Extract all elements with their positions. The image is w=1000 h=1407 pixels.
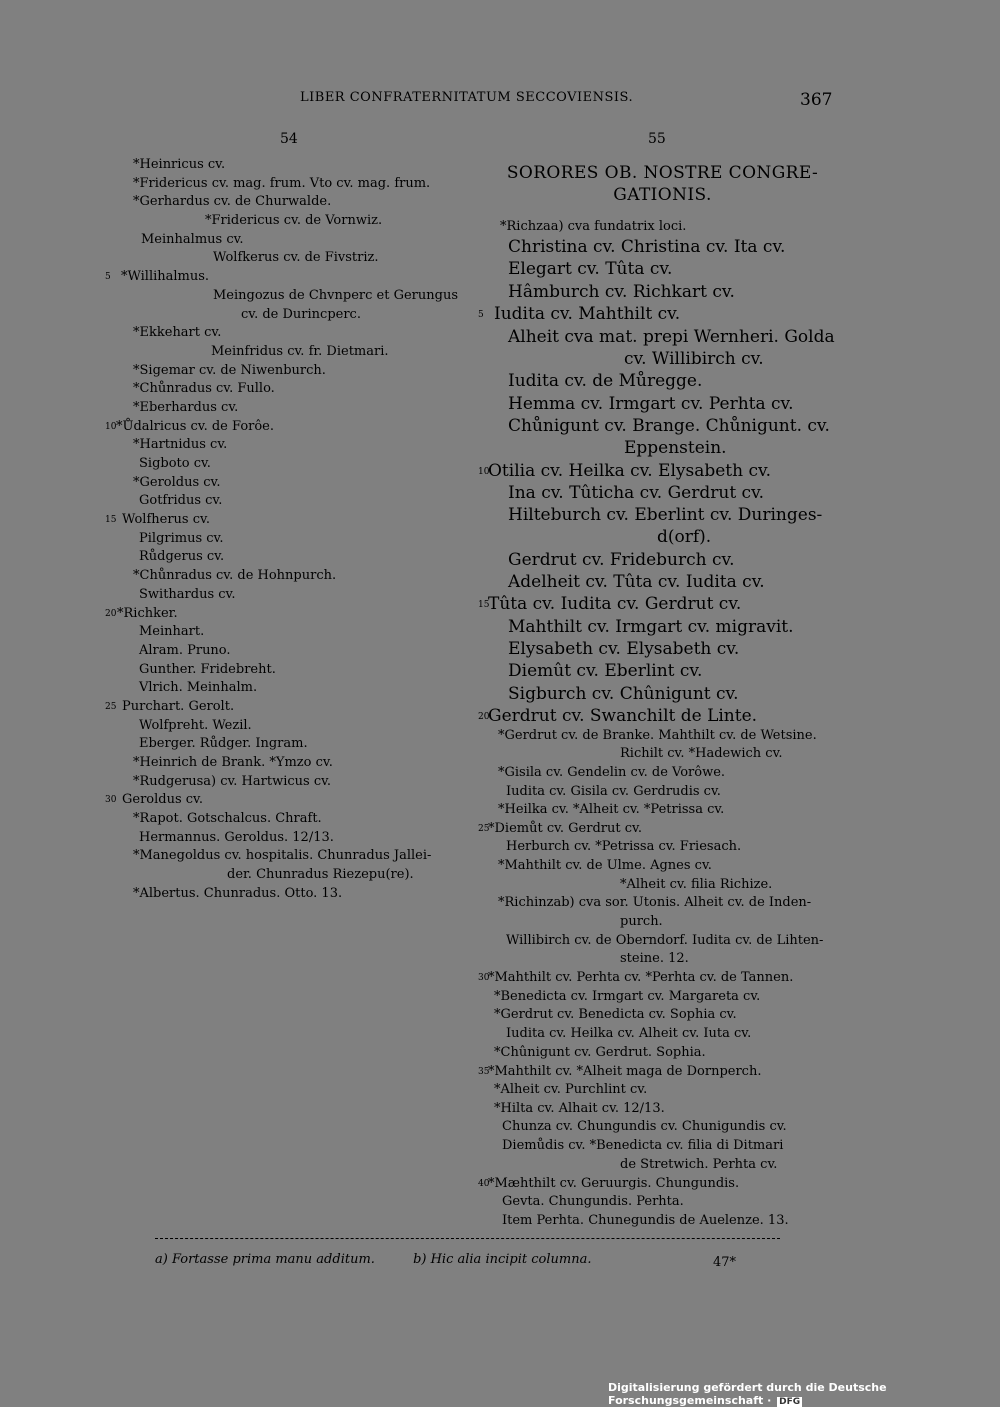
line-text: Adelheit cv. Tûta cv. Iudita cv.	[508, 572, 765, 592]
line-text: Chunza cv. Chungundis cv. Chunigundis cv.	[502, 1119, 787, 1134]
text-line	[105, 362, 450, 381]
right-column-number: 55	[648, 131, 666, 147]
line-text: Christina cv. Christina cv. Ita cv.	[508, 237, 786, 257]
dfg-text: Digitalisierung gefördert durch die Deutsche Forschungsgemeinschaft ·	[608, 1381, 887, 1407]
heading-line: GATIONIS.	[613, 185, 712, 205]
text-line	[105, 661, 450, 680]
line-text: Otilia cv. Heilka cv. Elysabeth cv.	[488, 461, 771, 481]
line-number: 25	[478, 824, 490, 834]
line-text: Hemma cv. Irmgart cv. Perhta cv.	[508, 394, 794, 414]
text-line	[105, 717, 450, 736]
line-number: 30	[105, 795, 117, 806]
line-text: *Richker.	[117, 605, 178, 621]
footnote-rule	[155, 1238, 780, 1239]
line-text: *Heinrich de Brank. *Ymzo cv.	[133, 755, 333, 770]
line-text: *Eberhardus cv.	[133, 399, 239, 415]
line-text: Gotfridus cv.	[139, 493, 223, 509]
line-text: *Sigemar cv. de Niwenburch.	[133, 362, 326, 378]
line-text: Swithardus cv.	[139, 586, 236, 602]
text-line	[105, 567, 450, 586]
line-text: Richilt cv. *Hadewich cv.	[620, 746, 783, 761]
line-text: *Gerdrut cv. de Branke. Mahthilt cv. de Wetsine.	[498, 728, 817, 743]
line-text: *Alheit cv. filia Richize.	[620, 877, 773, 892]
line-text: Item Perhta. Chunegundis de Auelenze. 13.	[502, 1213, 789, 1228]
line-text: Eppenstein.	[624, 438, 727, 458]
line-text: Diemût cv. Eberlint cv.	[508, 661, 703, 681]
dfg-logo-icon: DFG	[779, 1397, 801, 1407]
line-number: 15	[105, 515, 117, 526]
heading-line: SORORES OB. NOSTRE CONGRE-	[506, 163, 819, 183]
text-line	[105, 474, 450, 493]
text-line	[105, 249, 450, 268]
line-number: 30	[478, 973, 490, 983]
line-text: *Gerdrut cv. Benedicta cv. Sophia cv.	[494, 1007, 737, 1022]
text-line	[105, 492, 450, 511]
line-text: Wolfpreht. Wezil.	[139, 717, 252, 733]
text-line	[105, 829, 450, 848]
text-line	[105, 268, 450, 287]
line-text: *Richzaa) cva fundatrix loci.	[500, 219, 687, 234]
text-line	[105, 586, 450, 605]
line-number: 5	[478, 310, 484, 320]
line-number: 15	[478, 600, 490, 610]
line-text: Iudita cv. Heilka cv. Alheit cv. Iuta cv.	[506, 1026, 752, 1041]
line-number: 25	[105, 701, 117, 712]
line-text: Hilteburch cv. Eberlint cv. Duringes-	[508, 505, 823, 525]
line-text: Elysabeth cv. Elysabeth cv.	[508, 639, 740, 659]
line-text: Růdgerus cv.	[139, 549, 225, 565]
line-text: *Rapot. Gotschalcus. Chraft.	[133, 811, 322, 827]
line-text: Sigboto cv.	[139, 456, 211, 471]
line-text: Herburch cv. *Petrissa cv. Friesach.	[506, 839, 742, 854]
line-text: *Chûnigunt cv. Gerdrut. Sophia.	[494, 1045, 706, 1060]
line-number: 10	[478, 467, 490, 477]
line-number: 35	[478, 1067, 490, 1077]
text-line	[105, 175, 450, 194]
line-text: *Geroldus cv.	[133, 474, 221, 490]
line-text: Gerdrut cv. Frideburch cv.	[508, 550, 735, 570]
footnote-a: a) Fortasse prima manu additum.	[155, 1252, 375, 1267]
right-column	[478, 0, 838, 1396]
line-text: Gevta. Chungundis. Perhta.	[502, 1194, 684, 1209]
line-text: *Willihalmus.	[121, 269, 210, 285]
line-text: d(orf).	[657, 527, 712, 547]
line-text: *Albertus. Chunradus. Otto. 13.	[133, 885, 343, 901]
text-line	[478, 705, 758, 728]
line-text: Tûta cv. Iudita cv. Gerdrut cv.	[488, 594, 742, 614]
text-line	[105, 810, 450, 829]
line-text: *Diemůt cv. Gerdrut cv.	[488, 821, 642, 836]
text-line	[105, 773, 450, 792]
line-number: 20	[105, 608, 117, 619]
line-text: *Hartnidus cv.	[133, 437, 228, 453]
line-text: de Stretwich. Perhta cv.	[620, 1157, 778, 1172]
footnotes	[155, 1252, 625, 1267]
line-text: Chůnigunt cv. Brange. Chůnigunt. cv.	[508, 416, 830, 436]
line-text: cv. de Durincperc.	[241, 306, 361, 322]
left-column	[105, 156, 458, 904]
line-text: Wolfkerus cv. de Fivstriz.	[213, 250, 379, 266]
text-line	[478, 969, 794, 989]
page-number: 367	[800, 90, 833, 110]
text-line	[478, 593, 742, 616]
line-text: *Chůnradus cv. Fullo.	[133, 381, 275, 397]
line-text: steine. 12.	[620, 951, 689, 966]
line-text: *Mahthilt cv. de Ulme. Agnes cv.	[498, 858, 712, 873]
line-text: Willibirch cv. de Oberndorf. Iudita cv. de Lihten-	[506, 933, 824, 948]
text-line	[478, 460, 771, 483]
line-text: *Fridericus cv. mag. frum. Vto cv. mag. frum.	[133, 175, 431, 191]
text-line	[105, 156, 450, 175]
line-text: Gerdrut cv. Swanchilt de Linte.	[488, 706, 758, 726]
line-text: cv. Willibirch cv.	[624, 349, 764, 369]
dfg-credit	[608, 1381, 1000, 1407]
line-number: 40	[478, 1179, 490, 1189]
text-line	[478, 820, 642, 840]
line-text: Geroldus cv.	[122, 792, 203, 808]
line-text: Eberger. Růdger. Ingram.	[139, 736, 308, 752]
line-text: Iudita cv. Gisila cv. Gerdrudis cv.	[506, 784, 721, 799]
line-text: Gunther. Fridebreht.	[139, 661, 276, 677]
line-text: *Rudgerusa) cv. Hartwicus cv.	[133, 773, 332, 789]
line-text: *Hilta cv. Alhait cv. 12/13.	[494, 1101, 665, 1116]
line-text: Meinhalmus cv.	[141, 231, 244, 247]
text-line	[105, 324, 450, 343]
text-line	[105, 436, 450, 455]
line-text: purch.	[620, 914, 663, 929]
line-text: *Alheit cv. Purchlint cv.	[494, 1082, 648, 1097]
line-text: *Manegoldus cv. hospitalis. Chunradus Jallei-	[133, 848, 432, 864]
text-line	[105, 623, 450, 642]
text-line	[105, 791, 450, 810]
text-line	[105, 287, 458, 306]
text-line	[105, 847, 450, 866]
line-number: 10	[105, 421, 117, 432]
line-text: Iudita cv. de Můregge.	[508, 371, 703, 391]
text-line	[105, 212, 450, 231]
text-line	[105, 698, 450, 717]
line-text: *Gerhardus cv. de Churwalde.	[133, 194, 332, 210]
line-text: Ina cv. Tûticha cv. Gerdrut cv.	[508, 483, 765, 503]
text-line	[105, 380, 450, 399]
line-text: Hermannus. Geroldus. 12/13.	[139, 829, 334, 845]
text-line	[478, 303, 681, 326]
text-line	[105, 679, 450, 698]
line-text: *Mahthilt cv. *Alheit maga de Dornperch.	[488, 1064, 762, 1079]
text-line	[105, 735, 450, 754]
text-line	[478, 1063, 762, 1083]
line-text: *Ůdalricus cv. de Forôe.	[116, 418, 275, 434]
line-text: Meinhart.	[139, 624, 205, 640]
line-text: Hâmburch cv. Richkart cv.	[508, 282, 735, 302]
text-line	[105, 193, 450, 212]
line-text: Diemůdis cv. *Benedicta cv. filia di Ditmari	[502, 1138, 784, 1153]
line-text: *Benedicta cv. Irmgart cv. Margareta cv.	[494, 989, 761, 1004]
line-text: der. Chunradus Riezepu(re).	[227, 867, 414, 883]
line-text: Meingozus de Chvnperc et Gerungus	[213, 287, 458, 303]
line-text: Meinfridus cv. fr. Dietmari.	[211, 343, 389, 359]
line-text: Vlrich. Meinhalm.	[139, 680, 258, 696]
line-text: *Mæhthilt cv. Geruurgis. Chungundis.	[488, 1176, 740, 1191]
text-line	[105, 548, 450, 567]
text-line	[105, 605, 450, 624]
text-line	[105, 530, 450, 549]
line-text: Wolfherus cv.	[122, 512, 210, 528]
line-text: Alram. Pruno.	[139, 642, 231, 658]
line-text: Sigburch cv. Chûnigunt cv.	[508, 684, 739, 704]
text-line	[105, 399, 450, 418]
line-text: *Mahthilt cv. Perhta cv. *Perhta cv. de Tannen.	[488, 970, 794, 985]
text-line	[105, 642, 450, 661]
line-text: Mahthilt cv. Irmgart cv. migravit.	[508, 617, 794, 637]
text-line	[105, 343, 450, 362]
line-text: *Ekkehart cv.	[133, 325, 222, 341]
line-text: Purchart. Gerolt.	[122, 698, 235, 714]
running-head: LIBER CONFRATERNITATUM SECCOVIENSIS.	[300, 90, 634, 105]
text-line	[105, 511, 450, 530]
line-text: *Heinricus cv.	[133, 157, 226, 172]
left-column-number: 54	[280, 131, 298, 147]
text-line	[105, 754, 450, 773]
line-text: *Chůnradus cv. de Hohnpurch.	[133, 568, 337, 584]
text-line	[478, 1175, 740, 1195]
line-text: *Heilka cv. *Alheit cv. *Petrissa cv.	[498, 802, 725, 817]
text-line	[105, 455, 450, 474]
line-text: *Fridericus cv. de Vornwiz.	[205, 213, 383, 229]
line-number: 20	[478, 712, 490, 722]
line-text: Alheit cva mat. prepi Wernheri. Golda	[508, 327, 835, 347]
line-text: Pilgrimus cv.	[139, 530, 224, 546]
footnote-b: b) Hic alia incipit columna.	[413, 1252, 592, 1267]
text-line	[105, 306, 450, 325]
line-text: Elegart cv. Tûta cv.	[508, 259, 673, 279]
line-text: *Gisila cv. Gendelin cv. de Vorôwe.	[498, 765, 726, 780]
text-line	[105, 231, 450, 250]
signature-mark: 47*	[713, 1255, 737, 1270]
text-line	[105, 885, 450, 904]
line-number: 5	[105, 272, 111, 283]
line-text: *Richinzab) cva sor. Utonis. Alheit cv. de Inden-	[498, 895, 812, 910]
text-line	[105, 866, 450, 885]
text-line	[105, 418, 450, 437]
line-text: Iudita cv. Mahthilt cv.	[494, 304, 681, 324]
